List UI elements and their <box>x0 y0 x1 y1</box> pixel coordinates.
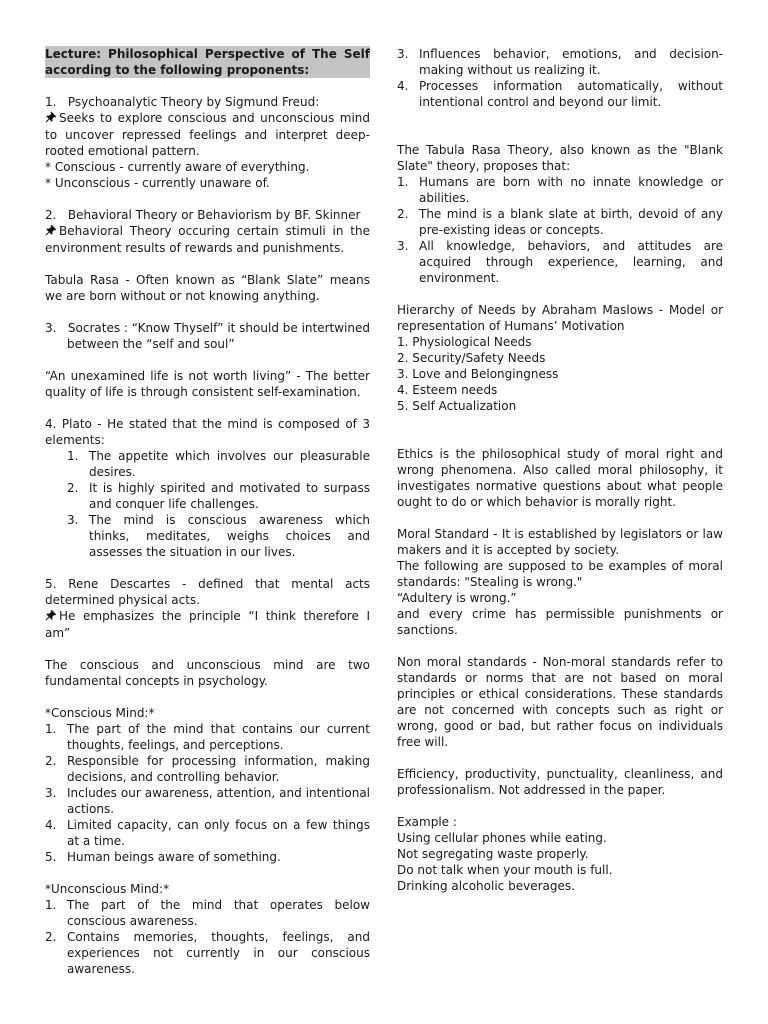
socrates-paragraph: 3. Socrates : “Know Thyself” it should be intertwined between the “self and soul” <box>45 321 370 351</box>
moral-standard-example-adultery: “Adultery is wrong.” <box>397 591 517 605</box>
list-item: 1. Humans are born with no innate knowledge or abilities. <box>397 175 723 205</box>
freud-description: Seeks to explore conscious and unconscious mind to uncover repressed feelings and interpret deep-rooted emotional pattern. <box>45 111 370 158</box>
list-item: Not segregating waste properly. <box>397 847 589 861</box>
tabula-rasa-definition: Tabula Rasa - Often known as “Blank Slate” means we are born without or not knowing anything. <box>45 273 370 303</box>
list-item: 3. Includes our awareness, attention, and intentional actions. <box>45 786 370 816</box>
list-item: 4. Esteem needs <box>397 383 498 397</box>
ethics-paragraph: Ethics is the philosophical study of moral right and wrong phenomena. Also called moral philosophy, it investigates normative questions about what people ought to do or which behavior is morally right. <box>397 447 723 509</box>
list-item: 4. Limited capacity, can only focus on a few things at a time. <box>45 818 370 848</box>
plato-heading: 4. Plato - He stated that the mind is composed of 3 elements: <box>45 417 370 447</box>
plato-list <box>45 448 370 560</box>
conscious-mind-heading: *Conscious Mind:* <box>45 706 155 720</box>
pushpin-icon <box>45 224 57 240</box>
freud-heading: 1. Psychoanalytic Theory by Sigmund Freud: <box>45 95 320 109</box>
unexamined-life-quote: “An unexamined life is not worth living” - The better quality of life is through consistent self-examination. <box>45 369 370 399</box>
list-item: 5. Human beings aware of something. <box>45 850 281 864</box>
list-item: 2. It is highly spirited and motivated to surpass and conquer life challenges. <box>67 481 370 511</box>
moral-standard-examples: The following are supposed to be examples of moral standards: "Stealing is wrong." <box>397 559 723 589</box>
list-item: 2. Responsible for processing information, making decisions, and controlling behavior. <box>45 754 370 784</box>
unconscious-mind-list <box>45 897 370 977</box>
list-item: 1. The appetite which involves our pleasurable desires. <box>67 449 370 479</box>
example-list <box>397 830 723 894</box>
tabula-rasa-intro: The Tabula Rasa Theory, also known as the "Blank Slate" theory, proposes that: <box>397 143 723 173</box>
list-item: 3. Influences behavior, emotions, and decision-making without us realizing it. <box>397 47 723 77</box>
two-concepts-paragraph: The conscious and unconscious mind are two fundamental concepts in psychology. <box>45 658 370 688</box>
pushpin-icon <box>45 609 57 625</box>
conscious-mind-list <box>45 721 370 865</box>
tabula-rasa-list <box>397 174 723 286</box>
list-item: 3. All knowledge, behaviors, and attitudes are acquired through experience, learning, and environment. <box>397 239 723 285</box>
example-heading: Example : <box>397 815 457 829</box>
list-item: 1. Physiological Needs <box>397 335 532 349</box>
list-item: 5. Self Actualization <box>397 399 517 413</box>
list-item: 2. Security/Safety Needs <box>397 351 546 365</box>
pushpin-icon <box>45 111 57 127</box>
efficiency-paragraph: Efficiency, productivity, punctuality, cleanliness, and professionalism. Not addressed in the paper. <box>397 767 723 797</box>
list-item: 2. Contains memories, thoughts, feelings, and experiences not currently in our conscious awareness. <box>45 930 370 976</box>
list-item: 2. The mind is a blank slate at birth, devoid of any pre-existing ideas or concepts. <box>397 207 723 237</box>
maslow-needs-list <box>397 334 723 414</box>
list-item: 1. The part of the mind that contains our current thoughts, feelings, and perceptions. <box>45 722 370 752</box>
list-item: Drinking alcoholic beverages. <box>397 879 575 893</box>
list-item: 3. Love and Belongingness <box>397 367 559 381</box>
moral-standard-definition: Moral Standard - It is established by legislators or law makers and it is accepted by society. <box>397 527 723 557</box>
freud-unconscious: * Unconscious - currently unaware of. <box>45 176 270 190</box>
unconscious-mind-heading: *Unconscious Mind:* <box>45 882 170 896</box>
descartes-description: He emphasizes the principle “I think therefore I am” <box>45 609 370 640</box>
unconscious-mind-list-continued <box>397 46 723 110</box>
left-column <box>45 46 370 977</box>
moral-standard-sanctions: and every crime has permissible punishments or sanctions. <box>397 607 723 637</box>
freud-conscious: * Conscious - currently aware of everything. <box>45 160 310 174</box>
skinner-description: Behavioral Theory occuring certain stimuli in the environment results of rewards and punishments. <box>45 224 370 255</box>
list-item: 3. The mind is conscious awareness which thinks, meditates, weighs choices and assesses the situation in our lives. <box>67 513 370 559</box>
descartes-heading: 5. Rene Descartes - defined that mental acts determined physical acts. <box>45 577 370 607</box>
skinner-heading: 2. Behavioral Theory or Behaviorism by BF. Skinner <box>45 208 361 222</box>
list-item: Do not talk when your mouth is full. <box>397 863 613 877</box>
list-item: 1. The part of the mind that operates below conscious awareness. <box>45 898 370 928</box>
list-item: Using cellular phones while eating. <box>397 831 607 845</box>
lecture-title: Lecture: Philosophical Perspective of The Self according to the following proponents: <box>45 47 370 77</box>
list-item: 4. Processes information automatically, without intentional control and beyond our limit. <box>397 79 723 109</box>
right-column <box>397 46 723 894</box>
non-moral-standards-paragraph: Non moral standards - Non-moral standards refer to standards or norms that are not based on moral principles or ethical considerations. These standards are not concerned with concepts such as right or wrong, good or bad, but rather focus on individuals free will. <box>397 655 723 749</box>
maslow-heading: Hierarchy of Needs by Abraham Maslows - Model or representation of Humans’ Motivation <box>397 303 723 333</box>
